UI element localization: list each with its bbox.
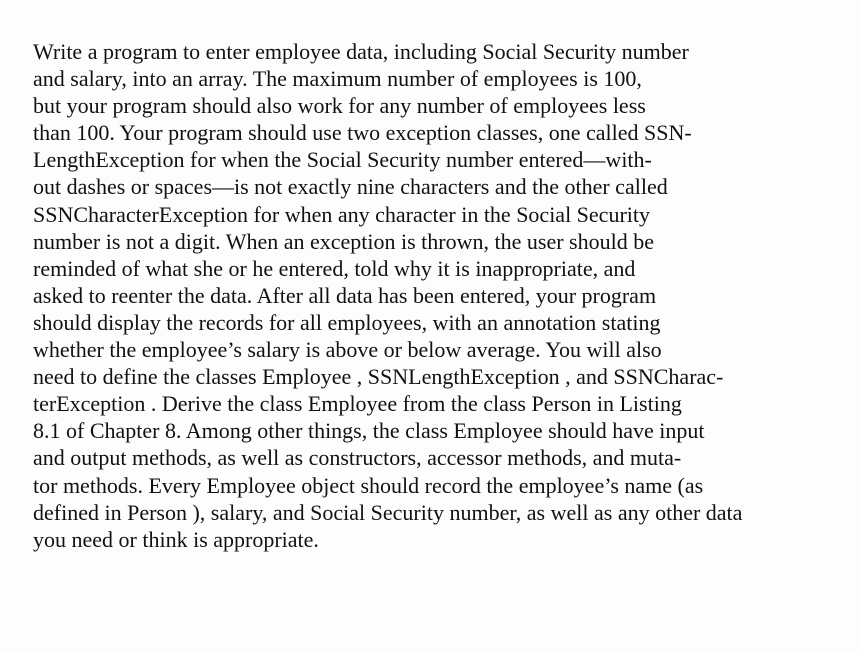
paragraph-line: 8.1 of Chapter 8. Among other things, the class Employee should have input — [33, 418, 705, 444]
paragraph-line: tor methods. Every Employee object should record the employee’s name (as — [33, 472, 704, 498]
paragraph-line: number is not a digit. When an exception is thrown, the user should be — [33, 228, 654, 254]
paragraph-line: reminded of what she or he entered, told why it is inappropriate, and — [33, 255, 636, 281]
exercise-paragraph — [33, 38, 843, 553]
paragraph-line: LengthException for when the Social Security number entered—with- — [33, 147, 652, 173]
paragraph-line: but your program should also work for any number of employees less — [33, 93, 646, 119]
paragraph-line: and output methods, as well as constructors, accessor methods, and muta- — [33, 445, 682, 471]
paragraph-line: terException . Derive the class Employee from the class Person in Listing — [33, 391, 682, 417]
paragraph-line: you need or think is appropriate. — [33, 526, 319, 552]
paragraph-line: whether the employee’s salary is above or below average. You will also — [33, 337, 662, 363]
paragraph-line: SSNCharacterException for when any character in the Social Security — [33, 201, 650, 227]
paragraph-line: Write a program to enter employee data, including Social Security number — [33, 39, 689, 64]
paragraph-line: out dashes or spaces—is not exactly nine characters and the other called — [33, 174, 668, 200]
paragraph-line: asked to reenter the data. After all data has been entered, your program — [33, 282, 657, 308]
paragraph-line: need to define the classes Employee , SSNLengthException , and SSNCharac- — [33, 364, 724, 390]
paragraph-line: and salary, into an array. The maximum number of employees is 100, — [33, 66, 642, 92]
paragraph-line: defined in Person ), salary, and Social Security number, as well as any other data — [33, 499, 743, 525]
paragraph-line: than 100. Your program should use two exception classes, one called SSN- — [33, 120, 692, 146]
paragraph-line: should display the records for all employees, with an annotation stating — [33, 309, 661, 335]
